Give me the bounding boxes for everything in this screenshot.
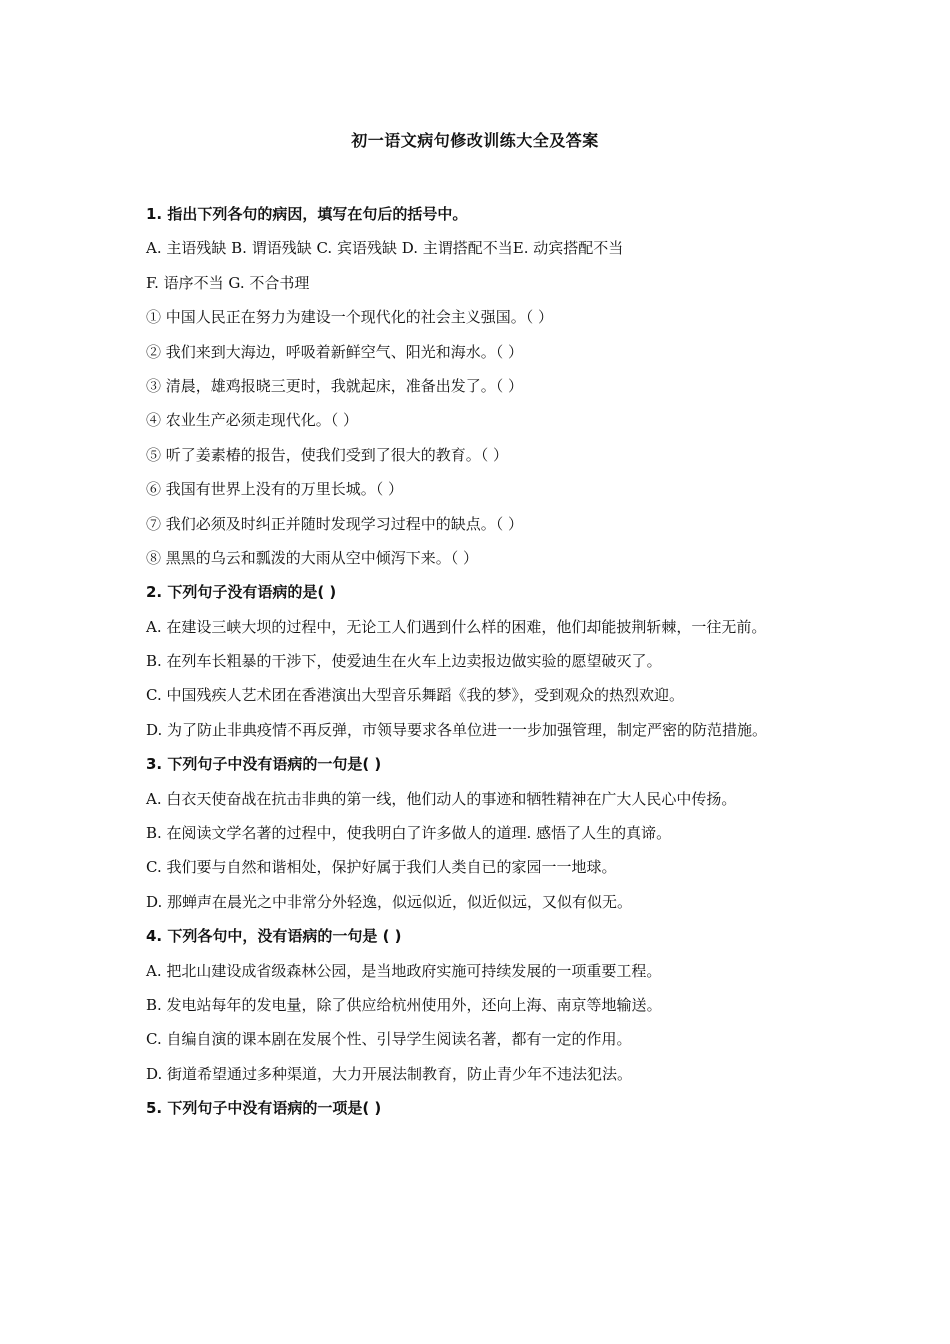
- question-1-item-7: ⑦ 我们必须及时纠正并随时发现学习过程中的缺点。（ ）: [146, 514, 524, 533]
- document-title: 初一语文病句修改训练大全及答案: [351, 131, 599, 150]
- question-3-option-b: B. 在阅读文学名著的过程中，使我明白了许多做人的道理. 感悟了人生的真谛。: [146, 824, 672, 843]
- question-2-option-b: B. 在列车长粗暴的干涉下，使爱迪生在火车上边卖报边做实验的愿望破灭了。: [146, 652, 662, 671]
- question-1-item-5: ⑤ 听了姜素椿的报告，使我们受到了很大的教育。（ ）: [146, 445, 509, 464]
- question-1-options-line-2: F. 语序不当 G. 不合书理: [146, 273, 310, 292]
- question-4-stem: 4. 下列各句中，没有语病的一句是 ( ): [146, 927, 402, 946]
- question-2-option-c: C. 中国残疾人艺术团在香港演出大型音乐舞蹈《我的梦》，受到观众的热烈欢迎。: [146, 686, 684, 705]
- question-1-item-1: ① 中国人民正在努力为建设一个现代化的社会主义强国。（ ）: [146, 308, 554, 327]
- question-4-option-d: D. 街道希望通过多种渠道，大力开展法制教育，防止青少年不违法犯法。: [146, 1064, 633, 1083]
- question-1-item-3: ③ 清晨，雄鸡报晓三更时，我就起床，准备出发了。（ ）: [146, 376, 524, 395]
- question-1-stem: 1. 指出下列各句的病因，填写在句后的括号中。: [146, 205, 468, 223]
- question-1-item-2: ② 我们来到大海边，呼吸着新鲜空气、阳光和海水。（ ）: [146, 342, 524, 361]
- question-3-option-d: D. 那蝉声在晨光之中非常分外轻逸，似远似近，似近似远，又似有似无。: [146, 892, 633, 911]
- question-3-option-a: A. 白衣天使奋战在抗击非典的第一线，他们动人的事迹和牺牲精神在广大人民心中传扬。: [146, 789, 737, 808]
- question-4-option-b: B. 发电站每年的发电量，除了供应给杭州使用外，还向上海、南京等地输送。: [146, 996, 662, 1015]
- question-2-stem: 2. 下列句子没有语病的是( ): [146, 583, 337, 602]
- question-4-option-a: A. 把北山建设成省级森林公园，是当地政府实施可持续发展的一项重要工程。: [146, 961, 662, 980]
- question-2-option-d: D. 为了防止非典疫情不再反弹，市领导要求各单位进一一步加强管理，制定严密的防范措施。: [146, 720, 768, 739]
- question-1-item-4: ④ 农业生产必须走现代化。（ ）: [146, 411, 359, 430]
- question-1-options-line-1: A. 主语残缺 B. 谓语残缺 C. 宾语残缺 D. 主谓搭配不当E. 动宾搭配不当: [146, 239, 624, 258]
- question-1-item-6: ⑥ 我国有世界上没有的万里长城。（ ）: [146, 480, 404, 499]
- question-2-option-a: A. 在建设三峡大坝的过程中，无论工人们遇到什么样的困难，他们却能披荆斩棘，一往无前。: [146, 617, 767, 636]
- document-body: [146, 197, 816, 1126]
- question-5-stem: 5. 下列句子中没有语病的一项是( ): [146, 1099, 382, 1118]
- question-4-option-c: C. 自编自演的课本剧在发展个性、引导学生阅读名著，都有一定的作用。: [146, 1030, 632, 1049]
- question-1-item-8: ⑧ 黑黑的乌云和瓢泼的大雨从空中倾泻下来。（ ）: [146, 548, 479, 567]
- question-3-stem: 3. 下列句子中没有语病的一句是( ): [146, 755, 382, 774]
- question-3-option-c: C. 我们要与自然和谐相处，保护好属于我们人类自已的家园一一地球。: [146, 858, 617, 877]
